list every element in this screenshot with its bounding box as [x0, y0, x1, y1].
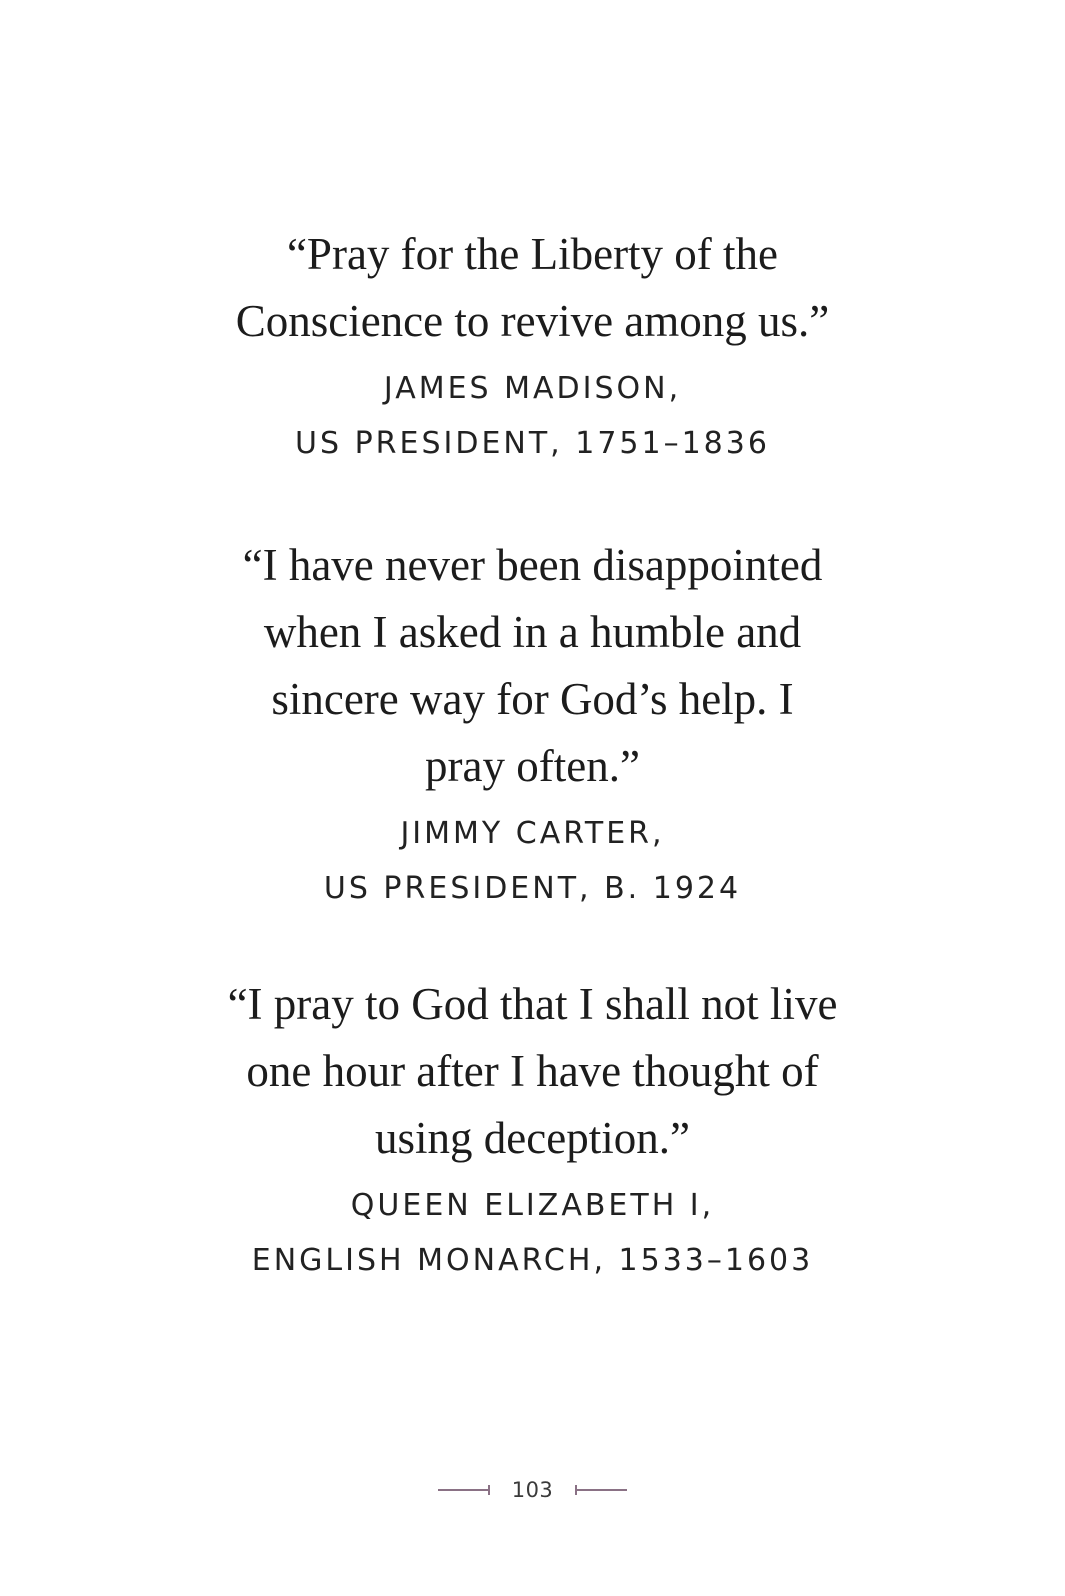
rule-tick	[575, 1485, 577, 1495]
quote-line: one hour after I have thought of	[246, 1046, 819, 1096]
page-footer	[0, 1475, 1065, 1505]
quote-line: when I asked in a humble and	[263, 607, 802, 657]
quote-attribution	[0, 1178, 1065, 1288]
quote-block-carter	[0, 532, 1065, 916]
attribution-title: US PRESIDENT, 1751–1836	[295, 426, 770, 461]
footer-rule-right	[575, 1484, 627, 1496]
quote-block-elizabeth	[0, 971, 1065, 1288]
quote-line: “Pray for the Liberty of the	[286, 229, 779, 279]
footer-rule-left	[438, 1484, 490, 1496]
attribution-name: JAMES MADISON,	[383, 371, 682, 406]
quote-line: “I pray to God that I shall not live	[227, 979, 838, 1029]
attribution-title: ENGLISH MONARCH, 1533–1603	[251, 1243, 814, 1278]
attribution-name: QUEEN ELIZABETH I,	[350, 1188, 715, 1223]
quote-attribution	[0, 806, 1065, 916]
quote-line: pray often.”	[425, 741, 640, 791]
quote-line: using deception.”	[375, 1113, 690, 1163]
quote-line: sincere way for God’s help. I	[271, 674, 794, 724]
quote-block-madison	[0, 221, 1065, 471]
attribution-name: JIMMY CARTER,	[400, 816, 665, 851]
quote-text	[0, 971, 1065, 1172]
quote-line: Conscience to revive among us.”	[235, 296, 830, 346]
quote-text	[0, 221, 1065, 355]
quote-text	[0, 532, 1065, 800]
rule-tick	[488, 1485, 490, 1495]
page-number: 103	[511, 1478, 554, 1502]
attribution-title: US PRESIDENT, B. 1924	[323, 871, 742, 906]
rule-bar	[575, 1489, 627, 1491]
quote-line: “I have never been disappointed	[242, 540, 823, 590]
quote-attribution	[0, 361, 1065, 471]
rule-bar	[438, 1489, 490, 1491]
